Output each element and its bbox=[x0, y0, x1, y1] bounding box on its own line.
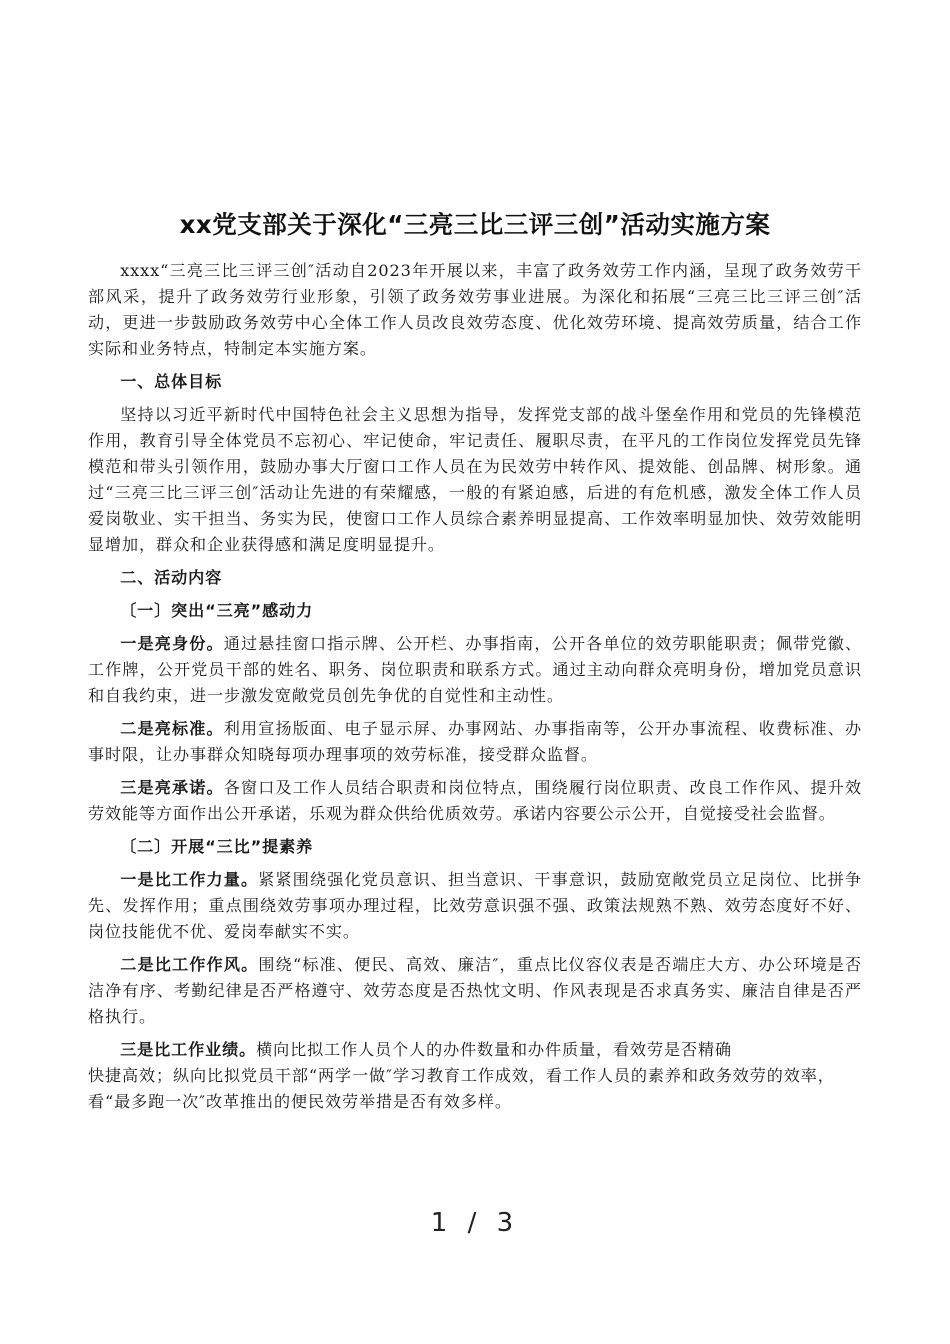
item-text: 各窗口及工作人员结合职责和岗位特点，围绕履行岗位职责、改良工作作风、提升效劳效能等方面作出公开承诺，乐观为群众供给优质效劳。承诺内容要公示公开，自觉接受社会监督。 bbox=[88, 778, 862, 823]
intro-paragraph: xxxx“三亮三比三评三创″活动自2023年开展以来，丰富了政务效劳工作内涵，呈现了政务效劳干部风采，提升了政务效劳行业形象，引领了政务效劳事业进展。为深化和拓展“三亮三比三评三创″活动，更进一步鼓励政务效劳中心全体工作人员改良效劳态度、优化效劳环境、提高效劳质量，结合工作实际和业务特点，特制定本实施方案。 bbox=[88, 261, 862, 358]
page-current: 1 bbox=[430, 1208, 454, 1238]
item-lead: 二是比工作作风。 bbox=[120, 955, 259, 974]
item-text-continued: 快捷高效；纵向比拟党员干部“两学一做″学习教育工作成效，看工作人员的素养和政务效劳的效率，看“最多跑一次″改革推出的便民效劳举措是否有效多样。 bbox=[88, 1066, 835, 1111]
list-item bbox=[88, 952, 862, 1030]
list-item bbox=[88, 775, 862, 827]
item-lead: 二是亮标准。 bbox=[120, 719, 224, 738]
item-lead: 三是比工作业绩。 bbox=[120, 1040, 257, 1059]
section-heading-goals: 一、总体目标 bbox=[120, 372, 223, 391]
item-lead: 一是比工作力量。 bbox=[120, 870, 259, 889]
page-indicator bbox=[0, 1208, 950, 1238]
section-heading-content: 二、活动内容 bbox=[120, 568, 223, 587]
page-total: 3 bbox=[496, 1208, 520, 1238]
subsection-heading-three-show: 〔一〕突出“三亮”感动力 bbox=[120, 601, 314, 620]
item-lead: 一是亮身份。 bbox=[120, 634, 224, 653]
item-text: 横向比拟工作人员个人的办件数量和办件质量，看效劳是否精确 bbox=[256, 1040, 732, 1059]
item-text: 利用宣扬版面、电子显示屏、办事网站、办事指南等，公开办事流程、收费标准、办事时限，让办事群众知晓每项办理事项的效劳标准，接受群众监督。 bbox=[88, 719, 862, 764]
item-text: 通过悬挂窗口指示牌、公开栏、办事指南，公开各单位的效劳职能职责；佩带党徽、工作牌，公开党员干部的姓名、职务、岗位职责和联系方式。通过主动向群众亮明身份，增加党员意识和自我约束，进一步激发宽敞党员创先争优的自觉性和主动性。 bbox=[88, 634, 862, 705]
item-lead: 三是亮承诺。 bbox=[120, 778, 224, 797]
document-body bbox=[88, 258, 862, 1115]
list-item bbox=[88, 1037, 862, 1115]
item-text: 围绕“标准、便民、高效、廉洁″，重点比仪容仪表是否端庄大方、办公环境是否洁净有序、考勤纪律是否严格遵守、效劳态度是否热忱文明、作风表现是否求真务实、廉洁自律是否严格执行。 bbox=[88, 955, 863, 1026]
list-item bbox=[88, 631, 862, 709]
list-item bbox=[88, 867, 862, 945]
page-separator: / bbox=[467, 1208, 483, 1238]
subsection-heading-three-compare: 〔二〕开展“三比”提素养 bbox=[120, 837, 314, 856]
list-item bbox=[88, 716, 862, 768]
document-title: xx党支部关于深化“三亮三比三评三创”活动实施方案 bbox=[179, 210, 771, 239]
goals-paragraph: 坚持以习近平新时代中国特色社会主义思想为指导，发挥党支部的战斗堡垒作用和党员的先锋模范作用，教育引导全体党员不忘初心、牢记使命，牢记责任、履职尽责，在平凡的工作岗位发挥党员先锋模范和带头引领作用，鼓励办事大厅窗口工作人员在为民效劳中转作风、提效能、创品牌、树形象。通过“三亮三比三评三创″活动让先进的有荣耀感，一般的有紧迫感，后进的有危机感，激发全体工作人员爱岗敬业、实干担当、务实为民，使窗口工作人员综合素养明显提高、工作效率明显加快、效劳效能明显增加，群众和企业获得感和满足度明显提升。 bbox=[88, 405, 862, 554]
item-text: 紧紧围绕强化党员意识、担当意识、干事意识，鼓励宽敞党员立足岗位、比拼争先、发挥作用；重点围绕效劳事项办理过程，比效劳意识强不强、政策法规熟不熟、效劳态度好不好、岗位技能优不优、爱岗奉献实不实。 bbox=[88, 870, 862, 941]
